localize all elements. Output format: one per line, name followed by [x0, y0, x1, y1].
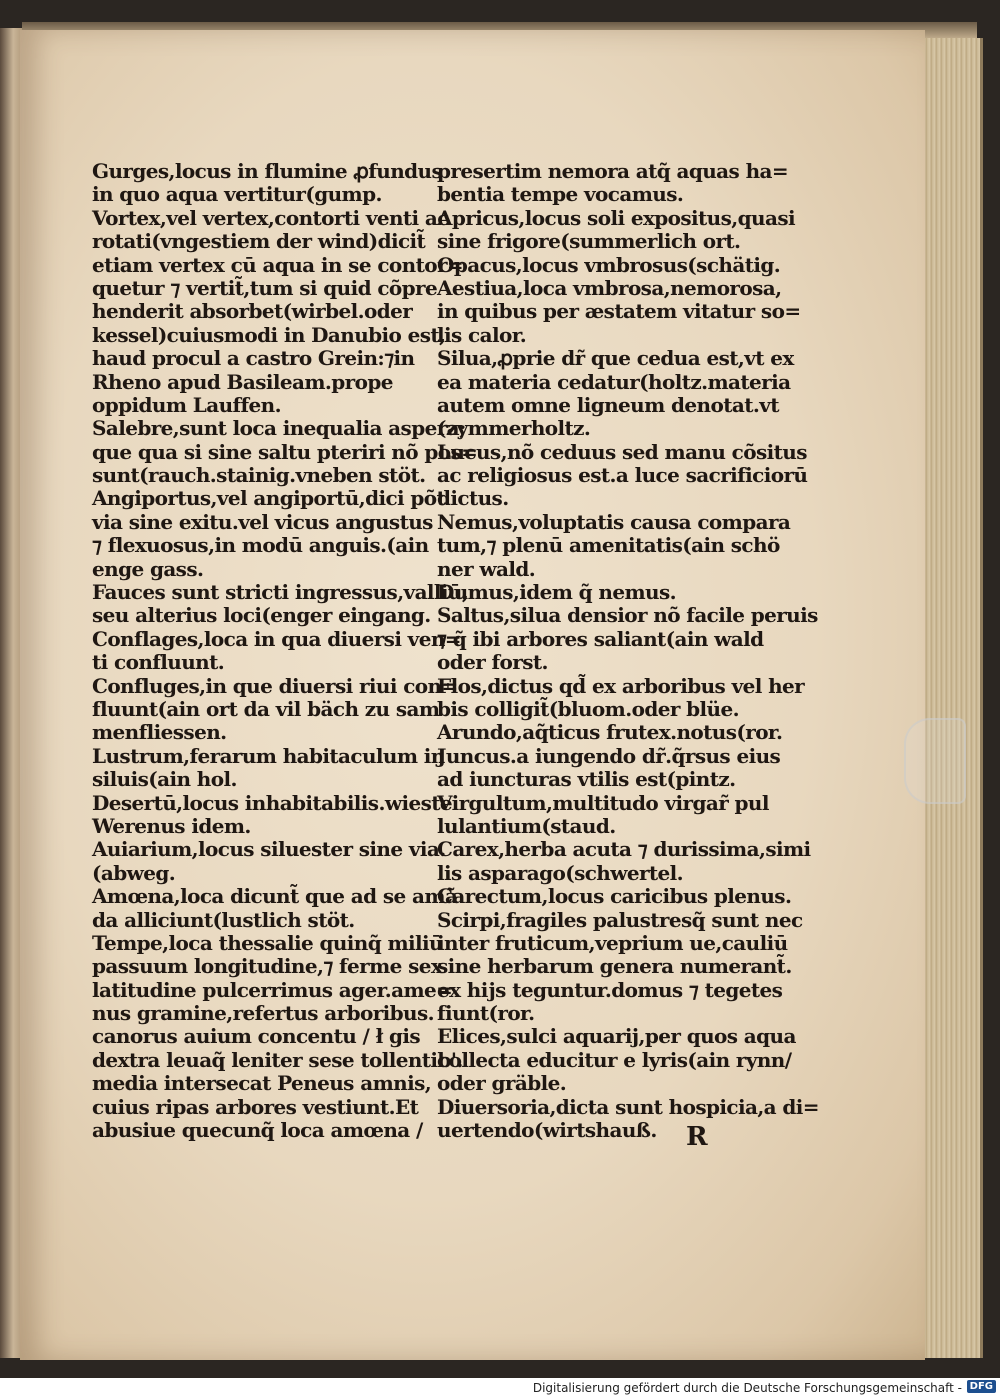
text-line: rotati(vngestiem der wind)dicit̃ [92, 229, 426, 254]
text-line: in quo aqua vertitur(gump. [92, 182, 382, 207]
text-line: Conflages,loca in qua diuersi ven= [92, 626, 461, 651]
text-line: sunt(rauch.stainig.vneben stöt. [92, 463, 426, 488]
text-line: oder forst. [437, 650, 548, 675]
text-line: Tempe,loca thessalie quinq̃ miliū [92, 930, 443, 955]
text-line: seu alterius loci(enger eingang. [92, 603, 431, 628]
text-line: Aestiua,loca vmbrosa,nemorosa, [437, 275, 782, 300]
text-line: ner wald. [437, 556, 536, 581]
text-line: siluis(ain hol. [92, 767, 237, 792]
text-line: Vortex,vel vertex,contorti venti ac [92, 205, 449, 230]
text-line: ⁊ flexuosus,in modū anguis.(ain [92, 533, 429, 558]
text-line: Nemus,voluptatis causa compara [437, 509, 791, 534]
text-line: Opacus,locus vmbrosus(schätig. [437, 252, 781, 277]
text-line: ac religiosus est.a luce sacrificiorū [437, 463, 808, 488]
text-line: ea materia cedatur(holtz.materia [437, 369, 791, 394]
text-line: (zymmerholtz. [437, 416, 591, 441]
text-line: sine frigore(summerlich ort. [437, 229, 741, 254]
text-line: autem omne ligneum denotat.vt [437, 392, 779, 417]
text-line: canorus auium concentu / ł gis [92, 1024, 421, 1049]
text-line: Carex,herba acuta ⁊ durissima,simi [437, 837, 811, 862]
text-line: Elices,sulci aquarij,per quos aqua [437, 1024, 796, 1049]
text-line: Werenus idem. [92, 813, 251, 838]
text-line: Lustrum,ferarum habitaculum in [92, 743, 445, 768]
text-line: Lucus,nõ ceduus sed manu cõsitus [437, 439, 807, 464]
page-holder-clip [904, 718, 966, 804]
text-line: latitudine pulcerrimus ager.ame= [92, 977, 453, 1002]
text-line: fluunt(ain ort da vil bäch zu sam [92, 696, 440, 721]
text-line: Rheno apud Basileam.prope [92, 369, 393, 394]
text-line: Silua,ꝓprie dr̃ que cedua est,vt ex [437, 346, 794, 371]
text-line: Desertū,locus inhabitabilis.wieste [92, 790, 452, 815]
text-line: que qua si sine saltu pteriri nõ pos= [92, 439, 478, 464]
text-line: Scirpi,fragiles palustresq̃ sunt nec [437, 907, 803, 932]
text-line: ad iuncturas vtilis est(pintz. [437, 767, 736, 792]
text-line: da alliciunt(lustlich stöt. [92, 907, 355, 932]
text-line: lulantium(staud. [437, 813, 616, 838]
text-line: Auiarium,locus siluester sine via. [92, 837, 446, 862]
text-line: Salebre,sunt loca inequalia aspera; [92, 416, 466, 441]
text-line: via sine exitu.vel vicus angustus [92, 509, 433, 534]
text-line: kessel)cuiusmodi in Danubio est, [92, 322, 446, 347]
text-line: inter fruticum,veprium ue,cauliū [437, 930, 788, 955]
text-line: lis asparago(schwertel. [437, 860, 684, 885]
text-line: Diuersoria,dicta sunt hospicia,a di= [437, 1094, 819, 1119]
text-line: Dumus,idem q̃ nemus. [437, 580, 676, 605]
dfg-logo: DFG [967, 1380, 996, 1393]
text-line: nus gramine,refertus arboribus. [92, 1001, 435, 1026]
text-line: Arundo,aq̃ticus frutex.notus(ror. [437, 720, 783, 745]
text-line: Virgultum,multitudo virgar̃ pul [437, 790, 769, 815]
text-line: menfliessen. [92, 720, 227, 745]
text-line: Gurges,locus in flumine ꝓfundus [92, 159, 443, 183]
text-line: enge gass. [92, 556, 204, 581]
text-line: Apricus,locus soli expositus,quasi [437, 205, 795, 230]
text-line: presertim nemora atq̃ aquas ha= [437, 159, 789, 183]
text-line: sine herbarum genera numerant̃. [437, 954, 792, 979]
text-line: dictus. [437, 486, 509, 511]
text-line: haud procul a castro Grein:⁊in [92, 346, 415, 371]
text-line: media intersecat Peneus amnis, [92, 1071, 432, 1096]
text-line: ti confluunt. [92, 650, 225, 675]
text-line: Carectum,locus caricibus plenus. [437, 884, 792, 909]
text-line: Confluges,in que diuersi riui con= [92, 673, 458, 698]
text-line: in quibus per æstatem vitatur so= [437, 299, 801, 324]
text-line: bentia tempe vocamus. [437, 182, 684, 207]
text-line: Flos,dictus qd̃ ex arboribus vel her [437, 673, 805, 698]
text-line: uertendo(wirtshauß. [437, 1118, 657, 1143]
text-line: Fauces sunt stricti ingressus,valliū, [92, 580, 469, 605]
page-stack-edge [918, 38, 983, 1358]
text-line: Amœna,loca dicunt̃ que ad se amã [92, 884, 458, 909]
text-line: henderit absorbet(wirbel.oder [92, 299, 413, 324]
text-line: ex hĳs teguntur.domus ⁊ tegetes [437, 977, 783, 1002]
text-line: cuius ripas arbores vestiunt.Et [92, 1094, 419, 1119]
facing-page-edge [0, 28, 22, 1358]
footer-credit: Digitalisierung gefördert durch die Deutsche Forschungsgemeinschaft - [532, 1381, 962, 1395]
text-line: Saltus,silua densior nõ facile peruis [437, 603, 818, 628]
signature-mark: R [686, 1122, 708, 1152]
text-line: oppidum Lauffen. [92, 392, 281, 417]
text-line: (abweg. [92, 860, 176, 885]
text-line: fiunt(ror. [437, 1001, 535, 1026]
text-line: bis colligit̃(bluom.oder blüe. [437, 696, 739, 721]
text-line: etiam vertex cū aqua in se contor= [92, 252, 464, 277]
text-line: dextra leuaq̃ leniter sese tollentib'. [92, 1047, 463, 1072]
text-line: tum,⁊ plenū amenitatis(ain schö [437, 533, 780, 558]
text-line: collecta educitur e lyris(ain rynn/ [437, 1047, 792, 1072]
text-line: oder gräble. [437, 1071, 567, 1096]
text-line: Juncus.a iungendo dr̃.q̃rsus eius [437, 743, 781, 768]
text-line: Angiportus,vel angiportū,dici põt [92, 486, 446, 511]
text-column-right [437, 159, 819, 1143]
text-line: abusiue quecunq̃ loca amœna / [92, 1118, 423, 1143]
text-line: passuum longitudine,⁊ ferme sex [92, 954, 443, 979]
text-line: lis calor. [437, 322, 527, 347]
text-line: ⁊ q̃ ibi arbores saliant(ain wald [437, 626, 764, 651]
text-line: quetur ⁊ vertit̃,tum si quid cõpre [92, 275, 438, 300]
